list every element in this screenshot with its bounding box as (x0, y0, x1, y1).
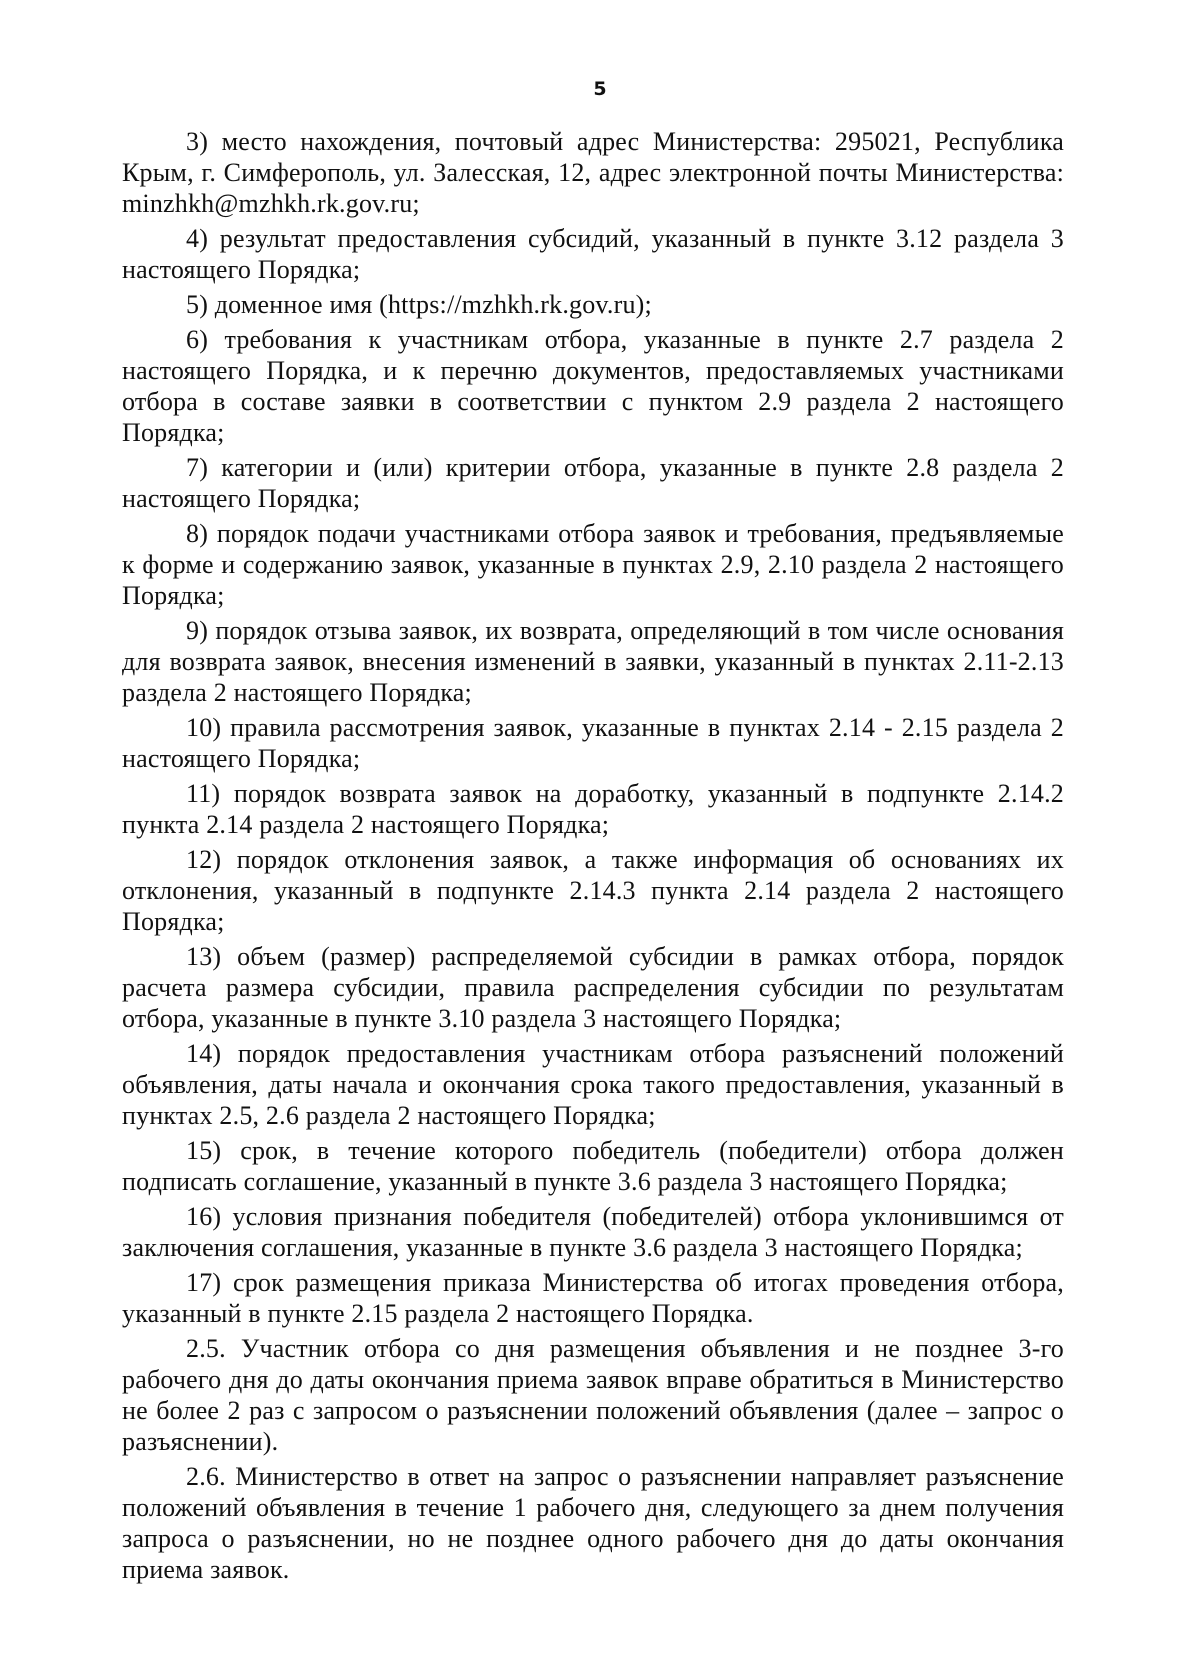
paragraph-item-8: 8) порядок подачи участниками отбора заявок и требования, предъявляемые к форме и содержанию заявок, указанные в пунктах 2.9, 2.10 раздела 2 настоящего Порядка; (122, 519, 1064, 610)
paragraph-item-12: 12) порядок отклонения заявок, а также информация об основаниях их отклонения, указанный в подпункте 2.14.3 пункта 2.14 раздела 2 настоящего Порядка; (122, 845, 1064, 936)
paragraph-item-5: 5) доменное имя (https://mzhkh.rk.gov.ru); (186, 290, 652, 319)
paragraph-item-15: 15) срок, в течение которого победитель (победители) отбора должен подписать соглашение, указанный в пункте 3.6 раздела 3 настоящего Порядка; (122, 1136, 1064, 1196)
section-2-5-paragraph: 2.5. Участник отбора со дня размещения объявления и не позднее 3-го рабочего дня до даты окончания приема заявок вправе обратиться в Министерство не более 2 раз с запросом о разъяснении положений объявления (далее – запрос о разъяснении). (122, 1334, 1064, 1456)
document-body (122, 126, 1064, 1589)
paragraph-item-13: 13) объем (размер) распределяемой субсидии в рамках отбора, порядок расчета размера субсидии, правила распределения субсидии по результатам отбора, указанные в пункте 3.10 раздела 3 настоящего Порядка; (122, 942, 1064, 1033)
paragraph-item-9: 9) порядок отзыва заявок, их возврата, определяющий в том числе основания для возврата заявок, внесения изменений в заявки, указанный в пунктах 2.11-2.13 раздела 2 настоящего Порядка; (122, 616, 1064, 707)
paragraph-item-4: 4) результат предоставления субсидий, указанный в пункте 3.12 раздела 3 настоящего Порядка; (122, 224, 1064, 284)
section-2-6-paragraph: 2.6. Министерство в ответ на запрос о разъяснении направляет разъяснение положений объявления в течение 1 рабочего дня, следующего за днем получения запроса о разъяснении, но не позднее одного рабочего дня до даты окончания приема заявок. (122, 1462, 1064, 1584)
paragraph-item-17: 17) срок размещения приказа Министерства об итогах проведения отбора, указанный в пункте 2.15 раздела 2 настоящего Порядка. (122, 1268, 1064, 1328)
paragraph-item-14: 14) порядок предоставления участникам отбора разъяснений положений объявления, даты начала и окончания срока такого предоставления, указанный в пунктах 2.5, 2.6 раздела 2 настоящего Порядка; (122, 1039, 1064, 1130)
paragraph-item-16: 16) условия признания победителя (победителей) отбора уклонившимся от заключения соглашения, указанные в пункте 3.6 раздела 3 настоящего Порядка; (122, 1202, 1064, 1262)
paragraph-item-3: 3) место нахождения, почтовый адрес Министерства: 295021, Республика Крым, г. Симферополь, ул. Залесская, 12, адрес электронной почты Министерства: minzhkh@mzhkh.rk.gov.ru; (122, 127, 1064, 218)
page-number: 5 (593, 78, 607, 100)
paragraph-item-11: 11) порядок возврата заявок на доработку, указанный в подпункте 2.14.2 пункта 2.14 раздела 2 настоящего Порядка; (122, 779, 1064, 839)
paragraph-item-6: 6) требования к участникам отбора, указанные в пункте 2.7 раздела 2 настоящего Порядка, и к перечню документов, предоставляемых участниками отбора в составе заявки в соответствии с пунктом 2.9 раздела 2 настоящего Порядка; (122, 325, 1064, 447)
paragraph-item-7: 7) категории и (или) критерии отбора, указанные в пункте 2.8 раздела 2 настоящего Порядка; (122, 453, 1064, 513)
paragraph-item-10: 10) правила рассмотрения заявок, указанные в пунктах 2.14 - 2.15 раздела 2 настоящего Порядка; (122, 713, 1064, 773)
